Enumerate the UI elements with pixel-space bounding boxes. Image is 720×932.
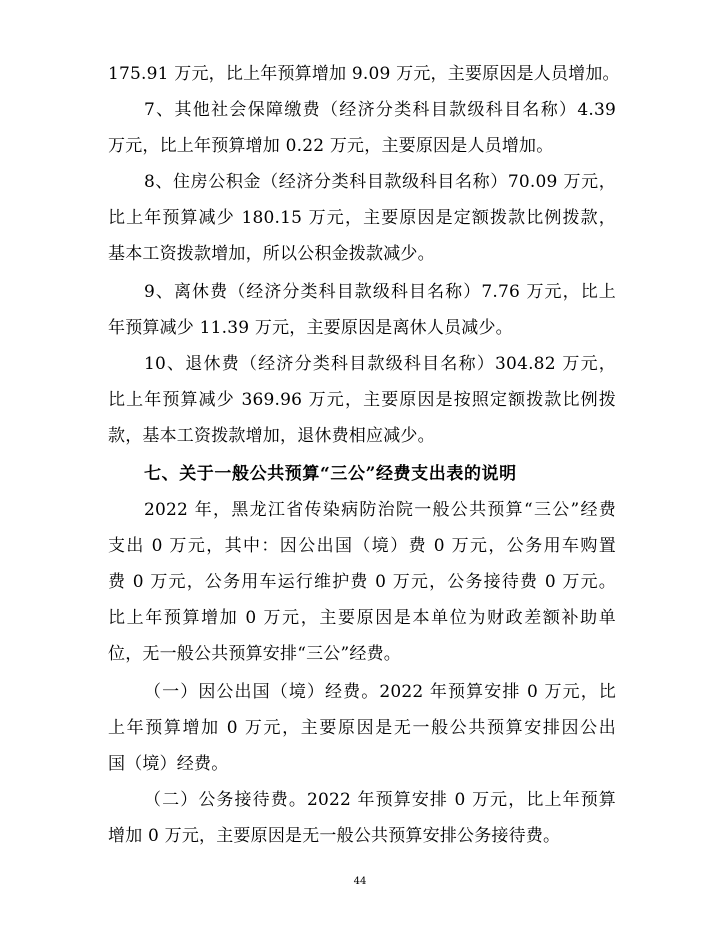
paragraph-line: 款，基本工资拨款增加，退休费相应减少。 — [108, 426, 435, 446]
section-heading: 七、关于一般公共预算“三公”经费支出表的说明 — [144, 464, 517, 484]
paragraph-line: 9、离休费（经济分类科目款级科目名称）7.76 万元，比上 — [144, 282, 616, 302]
section-paragraph-line: （二）公务接待费。2022 年预算安排 0 万元，比上年预算 — [144, 790, 616, 810]
section-paragraph-line: （一）因公出国（境）经费。2022 年预算安排 0 万元，比 — [144, 682, 616, 702]
page-number: 44 — [353, 876, 367, 887]
paragraph-line: 8、住房公积金（经济分类科目款级科目名称）70.09 万元， — [144, 172, 616, 192]
paragraph-line: 万元，比上年预算增加 0.22 万元，主要原因是人员增加。 — [108, 136, 554, 156]
paragraph-line: 10、退休费（经济分类科目款级科目名称）304.82 万元， — [144, 354, 616, 374]
paragraph-line: 比上年预算减少 180.15 万元，主要原因是定额拨款比例拨款， — [108, 208, 616, 228]
section-paragraph-line: 比上年预算增加 0 万元，主要原因是本单位为财政差额补助单 — [108, 608, 616, 628]
section-paragraph-line: 增加 0 万元，主要原因是无一般公共预算安排公务接待费。 — [108, 826, 561, 846]
paragraph-line: 比上年预算减少 369.96 万元，主要原因是按照定额拨款比例拨 — [108, 390, 616, 410]
section-paragraph-line: 上年预算增加 0 万元，主要原因是无一般公共预算安排因公出 — [108, 718, 616, 738]
section-paragraph-line: 国（境）经费。 — [108, 754, 229, 774]
section-paragraph-line: 支出 0 万元，其中：因公出国（境）费 0 万元，公务用车购置 — [108, 536, 616, 556]
section-paragraph-line: 2022 年，黑龙江省传染病防治院一般公共预算“三公”经费 — [144, 500, 616, 520]
section-paragraph-line: 费 0 万元，公务用车运行维护费 0 万元，公务接待费 0 万元。 — [108, 572, 616, 592]
section-paragraph-line: 位，无一般公共预算安排“三公”经费。 — [108, 644, 401, 664]
paragraph-line: 基本工资拨款增加，所以公积金拨款减少。 — [108, 244, 435, 264]
paragraph-line: 175.91 万元，比上年预算增加 9.09 万元，主要原因是人员增加。 — [108, 64, 620, 84]
paragraph-line: 7、其他社会保障缴费（经济分类科目款级科目名称）4.39 — [144, 100, 616, 120]
paragraph-line: 年预算减少 11.39 万元，主要原因是离休人员减少。 — [108, 318, 513, 338]
